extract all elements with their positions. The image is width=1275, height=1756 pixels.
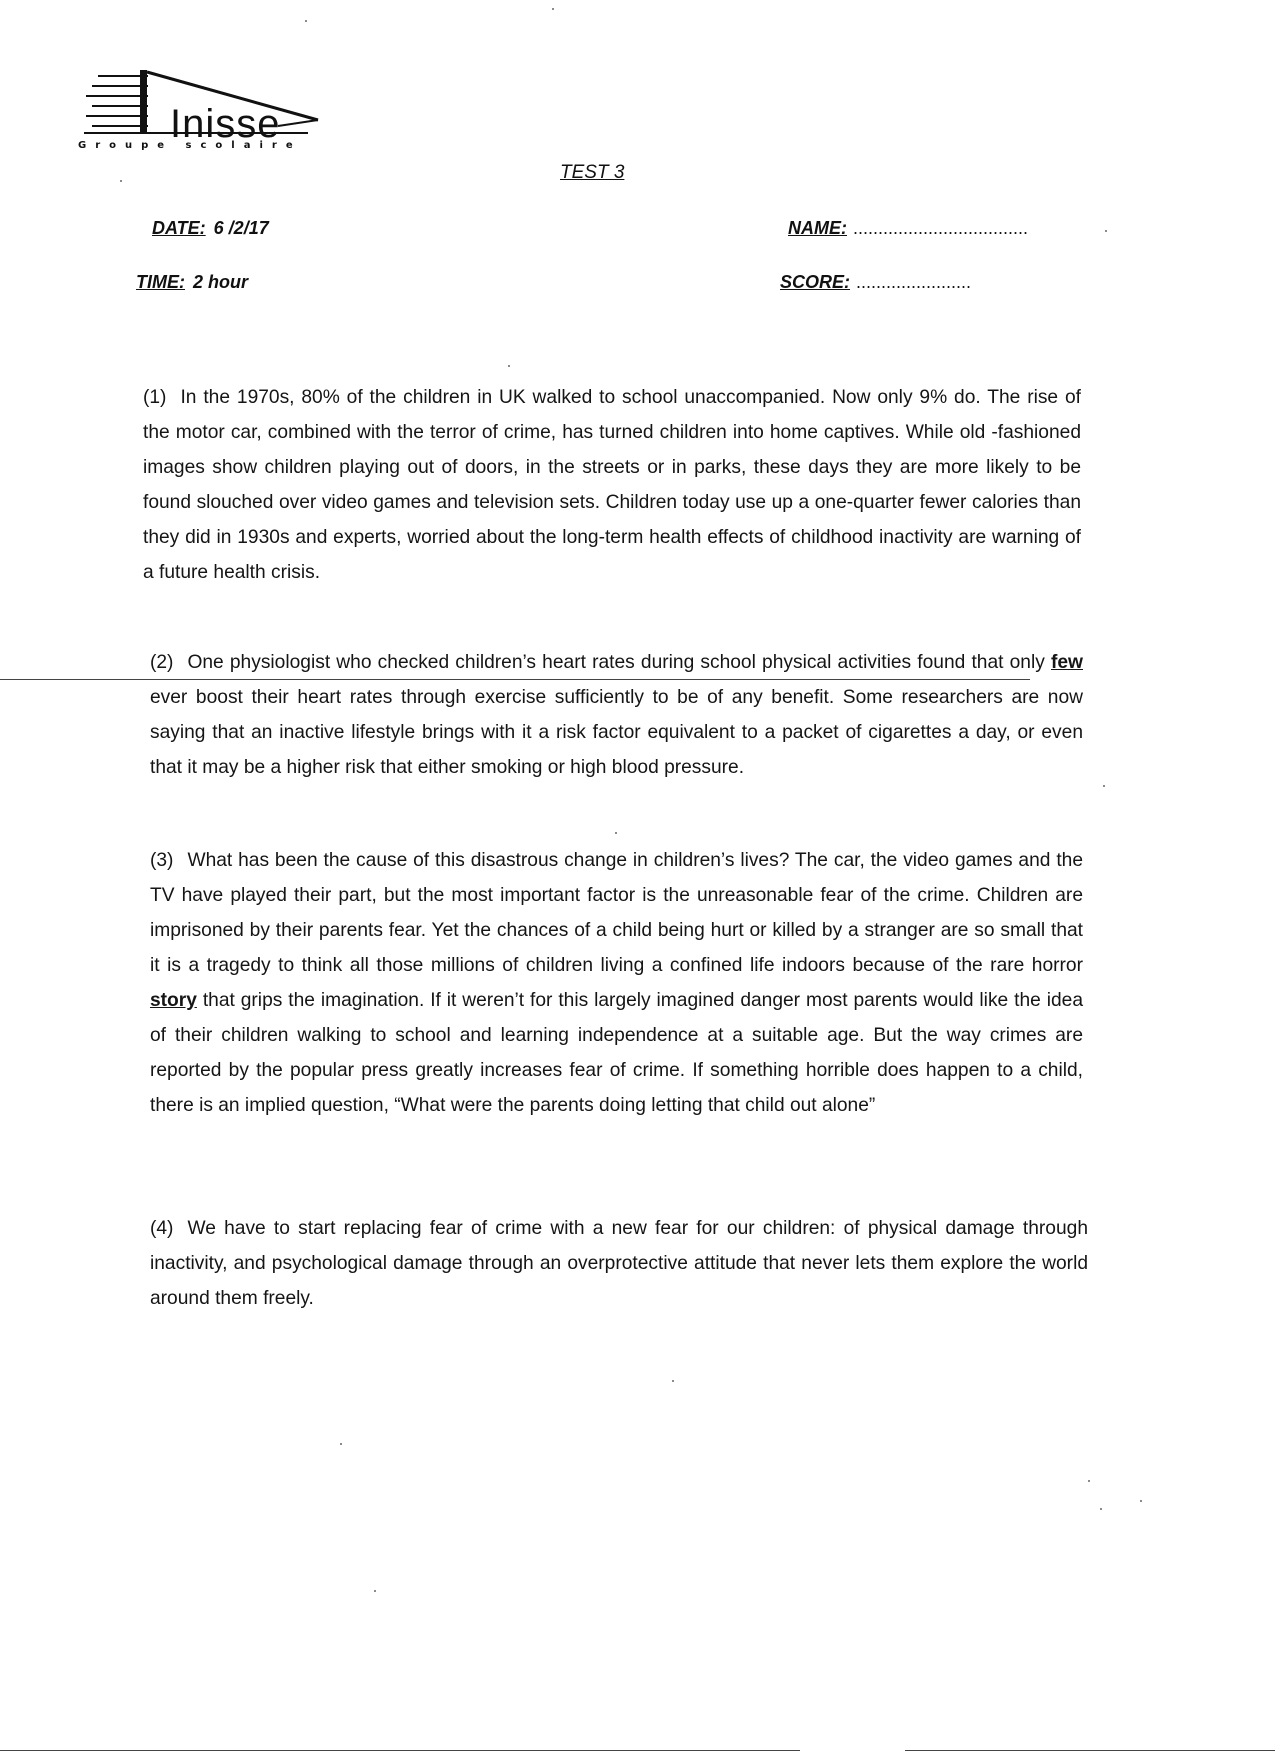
logo-subtitle: Groupe scolaire: [78, 140, 302, 151]
paragraph-2: [150, 645, 1083, 785]
paragraph-text-end: that grips the imagination. If it weren’t for this largely imagined danger most parents would like the idea of their children walking to school and learning independence at a suitable age. But the way crimes are reported by the popular press greatly increases fear of crime. If something horrible does happen to a child, there is an implied question, “What were the parents doing letting that child out alone”: [150, 990, 1083, 1116]
scan-speck: [1100, 1508, 1102, 1510]
scan-speck: [1140, 1500, 1142, 1502]
paragraph-number: (4): [150, 1218, 174, 1239]
score-blank: .......................: [856, 272, 972, 292]
highlighted-word: story: [150, 990, 197, 1011]
scan-speck: [508, 365, 510, 367]
scan-speck: [552, 8, 554, 10]
score-field: [780, 272, 971, 293]
paragraph-number: (2): [150, 652, 174, 673]
paragraph-text-end: ever boost their heart rates through exercise sufficiently to be of any benefit. Some researchers are now saying that an inactive lifestyle brings with it a risk factor equivalent to a packet of cigarettes a day, or even that it may be a higher risk that either smoking or high blood pressure.: [150, 687, 1083, 778]
scan-speck: [1103, 785, 1105, 787]
test-title: TEST 3: [560, 162, 625, 183]
scan-speck: [340, 1443, 342, 1445]
logo-wordmark: Inisse: [170, 102, 281, 146]
date-field: [152, 218, 269, 239]
score-label: SCORE:: [780, 272, 851, 292]
scan-speck: [672, 1380, 674, 1382]
scan-artifact-line: [0, 1750, 800, 1751]
scan-speck: [615, 832, 617, 834]
scan-speck: [1088, 1480, 1090, 1482]
time-value: 2 hour: [193, 272, 249, 292]
paragraph-number: (3): [150, 850, 174, 871]
paragraph-3: [150, 843, 1083, 1123]
name-blank: ...................................: [853, 218, 1029, 238]
scan-speck: [305, 20, 307, 22]
scan-artifact-line: [905, 1750, 1275, 1751]
paragraph-text: We have to start replacing fear of crime with a new fear for our children: of physical damage through inactivity, and psychological damage through an overprotective attitude that never lets them explore the world around them freely.: [150, 1218, 1088, 1309]
name-label: NAME:: [788, 218, 847, 238]
paragraph-4: [150, 1211, 1088, 1316]
name-field: [788, 218, 1028, 239]
highlighted-word: few: [1051, 652, 1083, 673]
paragraph-1: [143, 380, 1081, 590]
paragraph-number: (1): [143, 387, 167, 408]
paragraph-text: In the 1970s, 80% of the children in UK walked to school unaccompanied. Now only 9% do. The rise of the motor car, combined with the terror of crime, has turned children into home captives. While old -fashioned images show children playing out of doors, in the streets or in parks, these days they are more likely to be found slouched over video games and television sets. Children today use up a one-quarter fewer calories than they did in 1930s and experts, worried about the long-term health effects of childhood inactivity are warning of a future health crisis.: [143, 387, 1081, 583]
school-logo: [78, 70, 358, 160]
time-label: TIME:: [136, 272, 185, 292]
scan-speck: [120, 180, 122, 182]
date-value: 6 /2/17: [213, 218, 269, 238]
date-label: DATE:: [152, 218, 206, 238]
time-field: [136, 272, 248, 293]
paragraph-text-start: One physiologist who checked children’s heart rates during school physical activities found that only: [187, 652, 1051, 673]
scan-speck: [374, 1590, 376, 1592]
scan-speck: [1105, 230, 1107, 232]
paragraph-text-start: What has been the cause of this disastrous change in children’s lives? The car, the video games and the TV have played their part, but the most important factor is the unreasonable fear of the crime. Children are imprisoned by their parents fear. Yet the chances of a child being hurt or killed by a stranger are so small that it is a tragedy to think all those millions of children living a confined life indoors because of the rare horror: [150, 850, 1083, 976]
